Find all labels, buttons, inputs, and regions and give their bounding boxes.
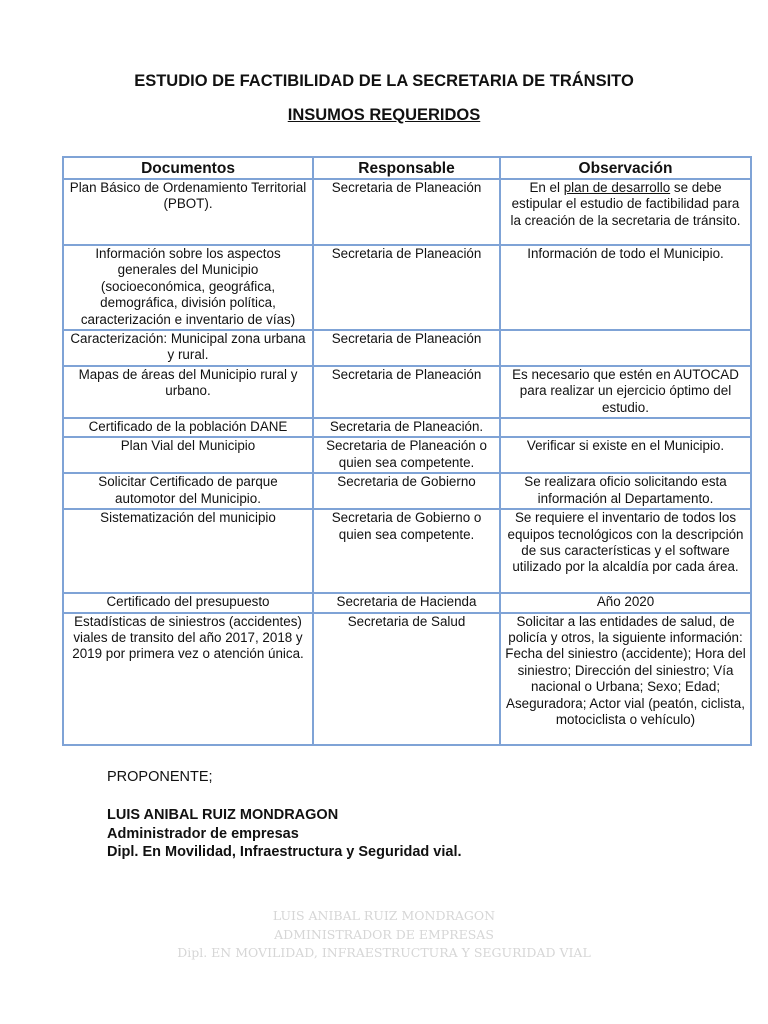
signer-role: Administrador de empresas <box>107 825 299 842</box>
table-row <box>63 509 751 593</box>
document-subtitle <box>0 106 768 125</box>
table-header-row <box>63 157 751 179</box>
table-row <box>63 613 751 745</box>
cell-observacion <box>500 418 751 437</box>
cell-documento: Estadísticas de siniestros (accidentes) viales de transito del año 2017, 2018 y 2019 por primera vez o atención única. <box>63 613 313 745</box>
signature-block <box>107 806 462 862</box>
column-header-observacion: Observación <box>500 157 751 179</box>
cell-responsable: Secretaria de Planeación <box>313 330 500 366</box>
table-row <box>63 418 751 437</box>
cell-responsable: Secretaria de Planeación <box>313 366 500 418</box>
observacion-text-pre: En el <box>529 180 564 195</box>
cell-documento: Plan Vial del Municipio <box>63 437 313 473</box>
signer-diploma: Dipl. En Movilidad, Infraestructura y Seguridad vial. <box>107 844 462 860</box>
cell-documento: Información sobre los aspectos generales del Municipio (socioeconómica, geográfica, demográfica, división política, caracterización e inventario de vías) <box>63 245 313 330</box>
cell-responsable: Secretaria de Planeación o quien sea competente. <box>313 437 500 473</box>
cell-observacion: Es necesario que estén en AUTOCAD para realizar un ejercicio óptimo del estudio. <box>500 366 751 418</box>
cell-documento: Certificado del presupuesto <box>63 593 313 612</box>
plan-de-desarrollo-link[interactable]: plan de desarrollo <box>563 180 671 195</box>
table-row <box>63 179 751 245</box>
table-row <box>63 330 751 366</box>
cell-responsable: Secretaria de Planeación. <box>313 418 500 437</box>
cell-documento: Solicitar Certificado de parque automotor del Municipio. <box>63 473 313 509</box>
table-row <box>63 366 751 418</box>
cell-documento: Certificado de la población DANE <box>63 418 313 437</box>
table-row <box>63 473 751 509</box>
cell-responsable: Secretaria de Gobierno o quien sea competente. <box>313 509 500 593</box>
cell-observacion <box>500 179 751 245</box>
cell-observacion: Se requiere el inventario de todos los equipos tecnológicos con la descripción de sus características y el software utilizado por la alcaldía por cada área. <box>500 509 751 593</box>
cell-documento: Caracterización: Municipal zona urbana y rural. <box>63 330 313 366</box>
table-row <box>63 437 751 473</box>
cell-observacion: Información de todo el Municipio. <box>500 245 751 330</box>
cell-responsable: Secretaria de Salud <box>313 613 500 745</box>
cell-observacion <box>500 330 751 366</box>
signer-name: LUIS ANIBAL RUIZ MONDRAGON <box>107 807 339 823</box>
cell-responsable: Secretaria de Hacienda <box>313 593 500 612</box>
cell-observacion: Año 2020 <box>500 593 751 612</box>
table-row <box>63 593 751 612</box>
cell-responsable: Secretaria de Planeación <box>313 245 500 330</box>
document-subtitle-text: INSUMOS REQUERIDOS <box>287 106 481 124</box>
cell-observacion: Se realizara oficio solicitando esta información al Departamento. <box>500 473 751 509</box>
cell-responsable: Secretaria de Planeación <box>313 179 500 245</box>
insumos-table <box>62 156 752 746</box>
footer-diploma: Dipl. EN MOVILIDAD, INFRAESTRUCTURA Y SEGURIDAD VIAL <box>177 945 591 960</box>
table-row <box>63 245 751 330</box>
cell-documento: Sistematización del municipio <box>63 509 313 593</box>
observacion-text-post: se debe estipular el estudio de factibilidad para la creación de la secretaria de tránsito. <box>510 180 741 228</box>
proponente-label: PROPONENTE; <box>107 769 213 785</box>
footer-role: ADMINISTRADOR DE EMPRESAS <box>274 926 494 942</box>
footer-name: LUIS ANIBAL RUIZ MONDRAGON <box>272 908 496 923</box>
column-header-documentos: Documentos <box>63 157 313 179</box>
cell-documento: Plan Básico de Ordenamiento Territorial (PBOT). <box>63 179 313 245</box>
page-footer <box>0 907 768 963</box>
cell-documento: Mapas de áreas del Municipio rural y urbano. <box>63 366 313 418</box>
column-header-responsable: Responsable <box>313 157 500 179</box>
document-title: ESTUDIO DE FACTIBILIDAD DE LA SECRETARIA DE TRÁNSITO <box>134 72 634 90</box>
cell-observacion: Verificar si existe en el Municipio. <box>500 437 751 473</box>
cell-observacion: Solicitar a las entidades de salud, de policía y otros, la siguiente información: Fecha del siniestro (accidente); Hora del siniestro; Dirección del siniestro; Vía nacional o Urbana; Sexo; Edad; Aseguradora; Actor vial (peatón, ciclista, motociclista o vehículo) <box>500 613 751 745</box>
cell-responsable: Secretaria de Gobierno <box>313 473 500 509</box>
